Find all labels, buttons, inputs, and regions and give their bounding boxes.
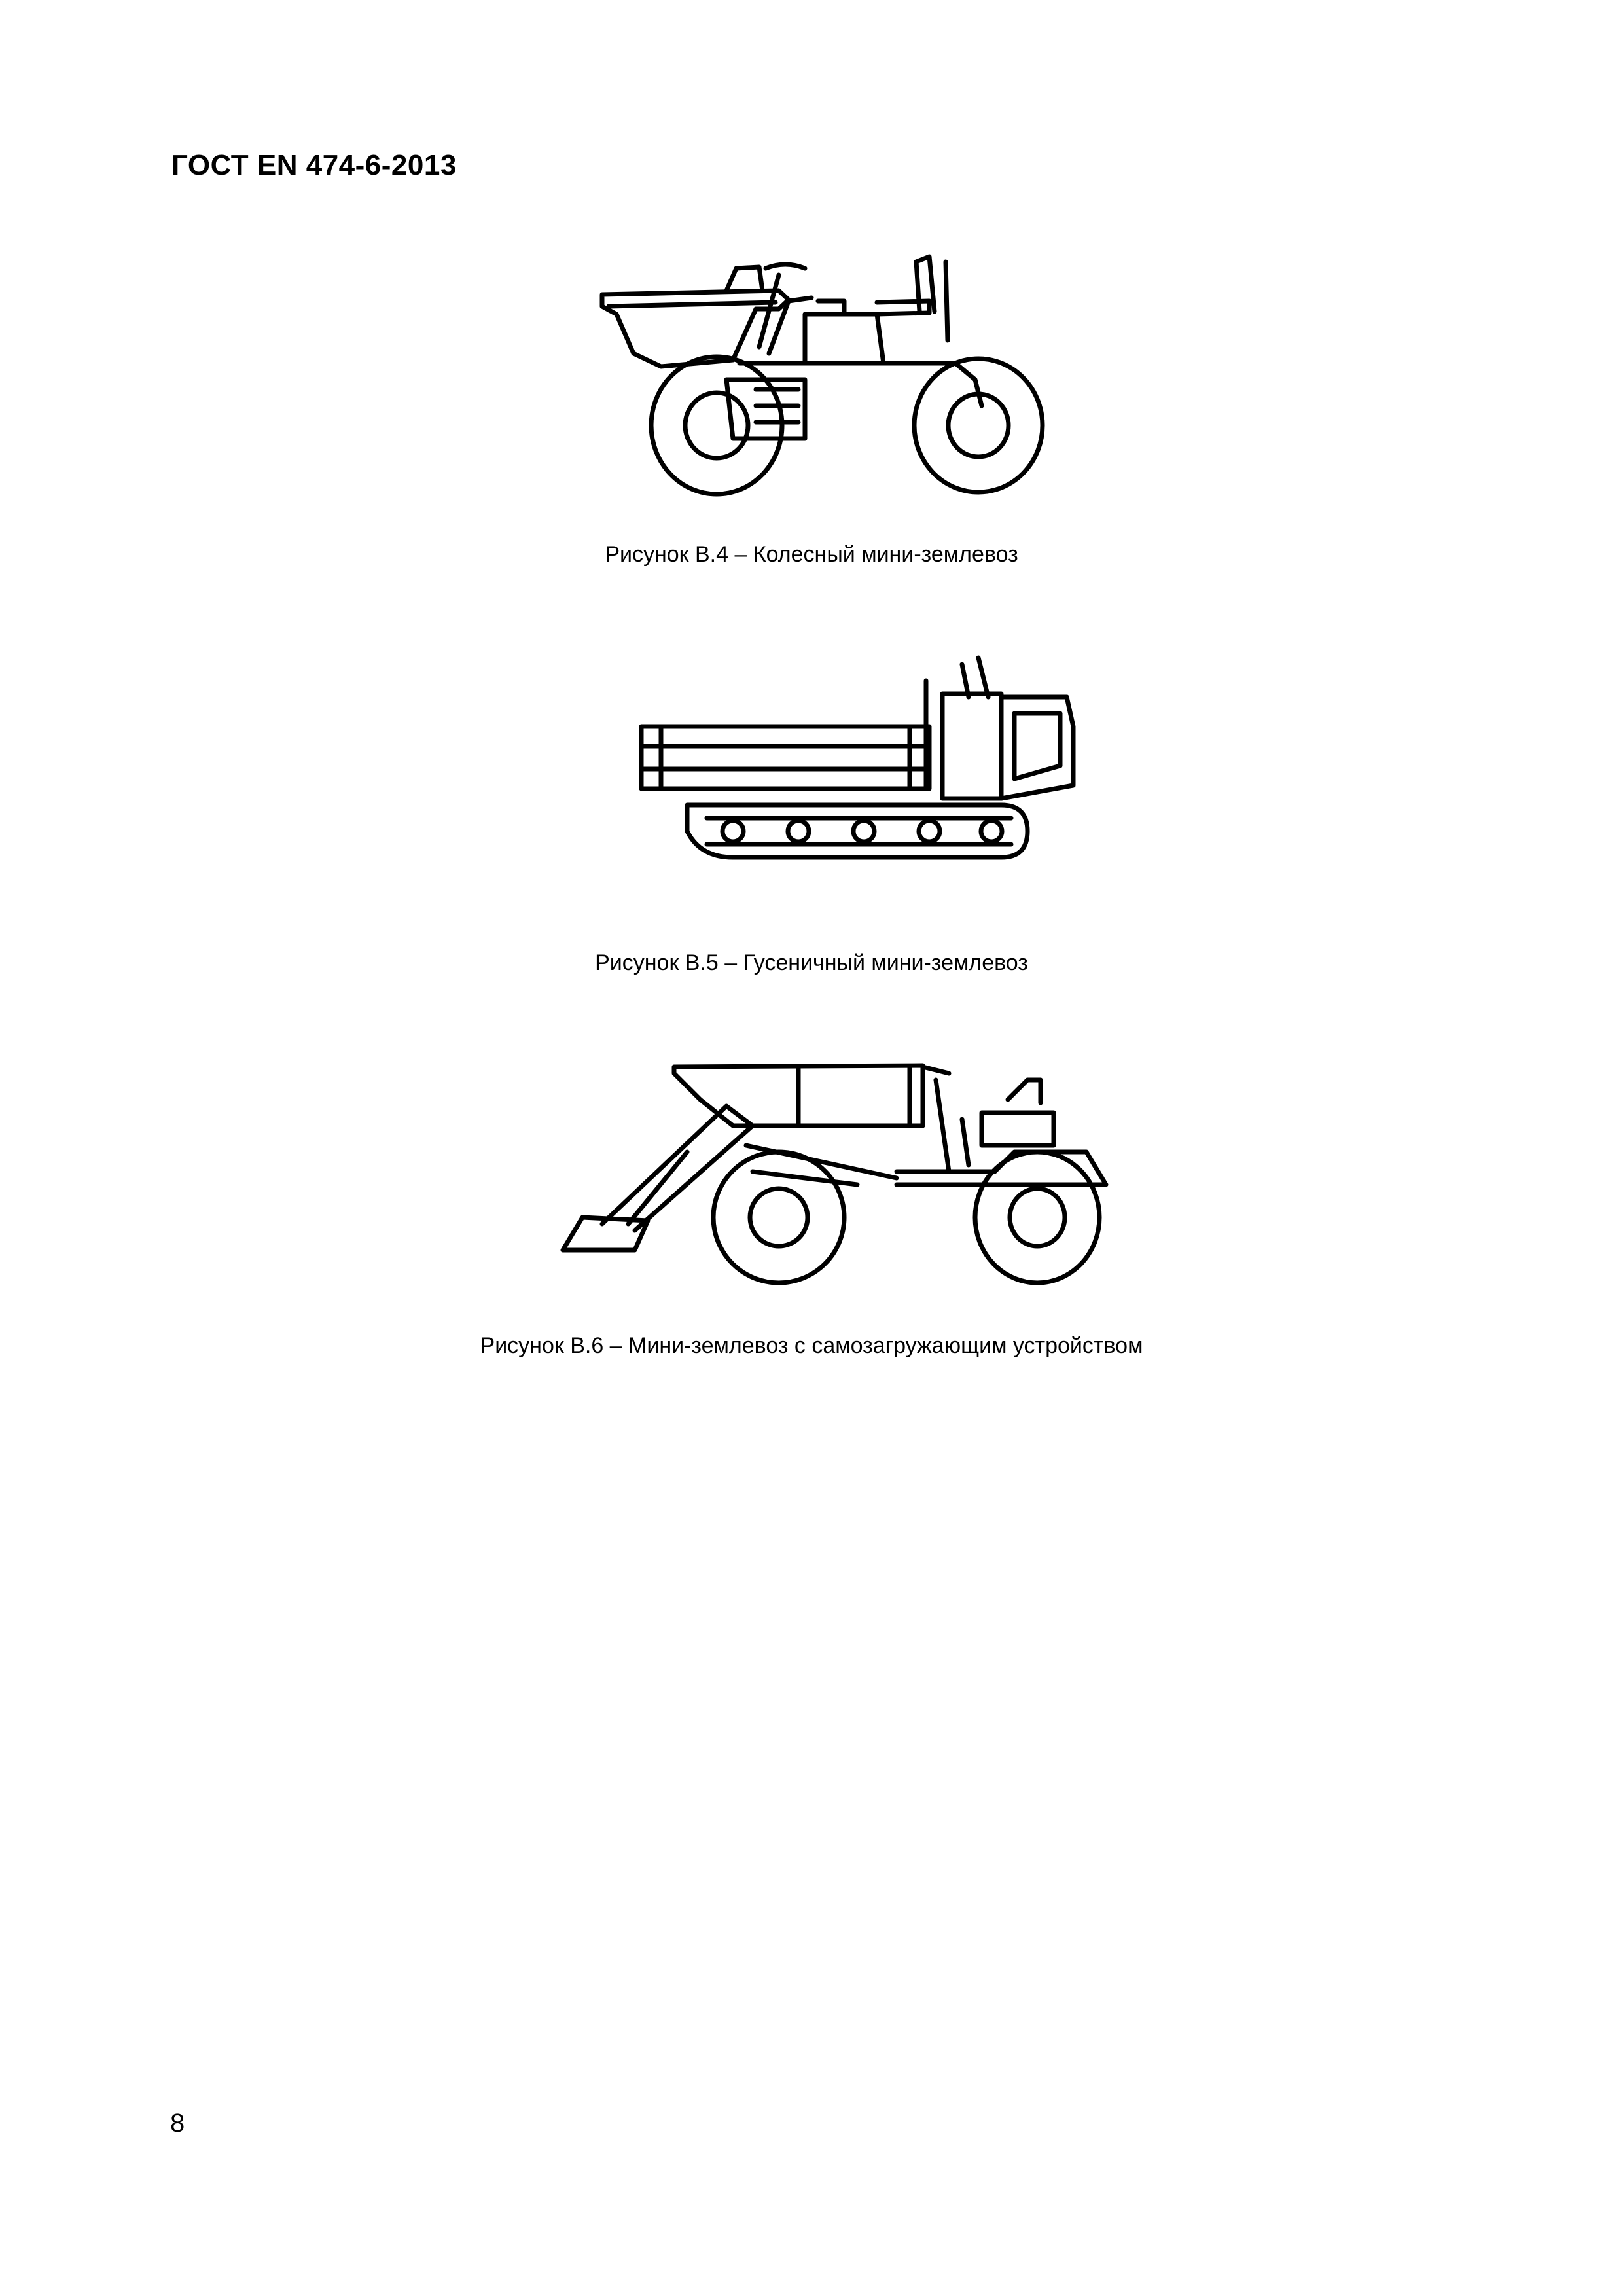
wheeled-mini-dumper-illustration: [589, 249, 1073, 497]
page-number: 8: [170, 2109, 185, 2138]
figure-caption-b6: Рисунок В.6 – Мини-землевоз с самозагружающим устройством: [480, 1333, 1143, 1358]
figure-tracked-dumper: [635, 648, 1093, 890]
document-header: ГОСТ EN 474-6-2013: [171, 149, 457, 181]
figure-wheeled-dumper: [589, 249, 1073, 497]
figure-self-loading-dumper: [556, 1054, 1119, 1289]
self-loading-mini-dumper-illustration: [556, 1054, 1119, 1289]
figure-caption-b5: Рисунок В.5 – Гусеничный мини-землевоз: [595, 950, 1028, 975]
tracked-mini-dumper-illustration: [635, 648, 1093, 890]
figure-caption-b4: Рисунок В.4 – Колесный мини-землевоз: [605, 542, 1018, 567]
